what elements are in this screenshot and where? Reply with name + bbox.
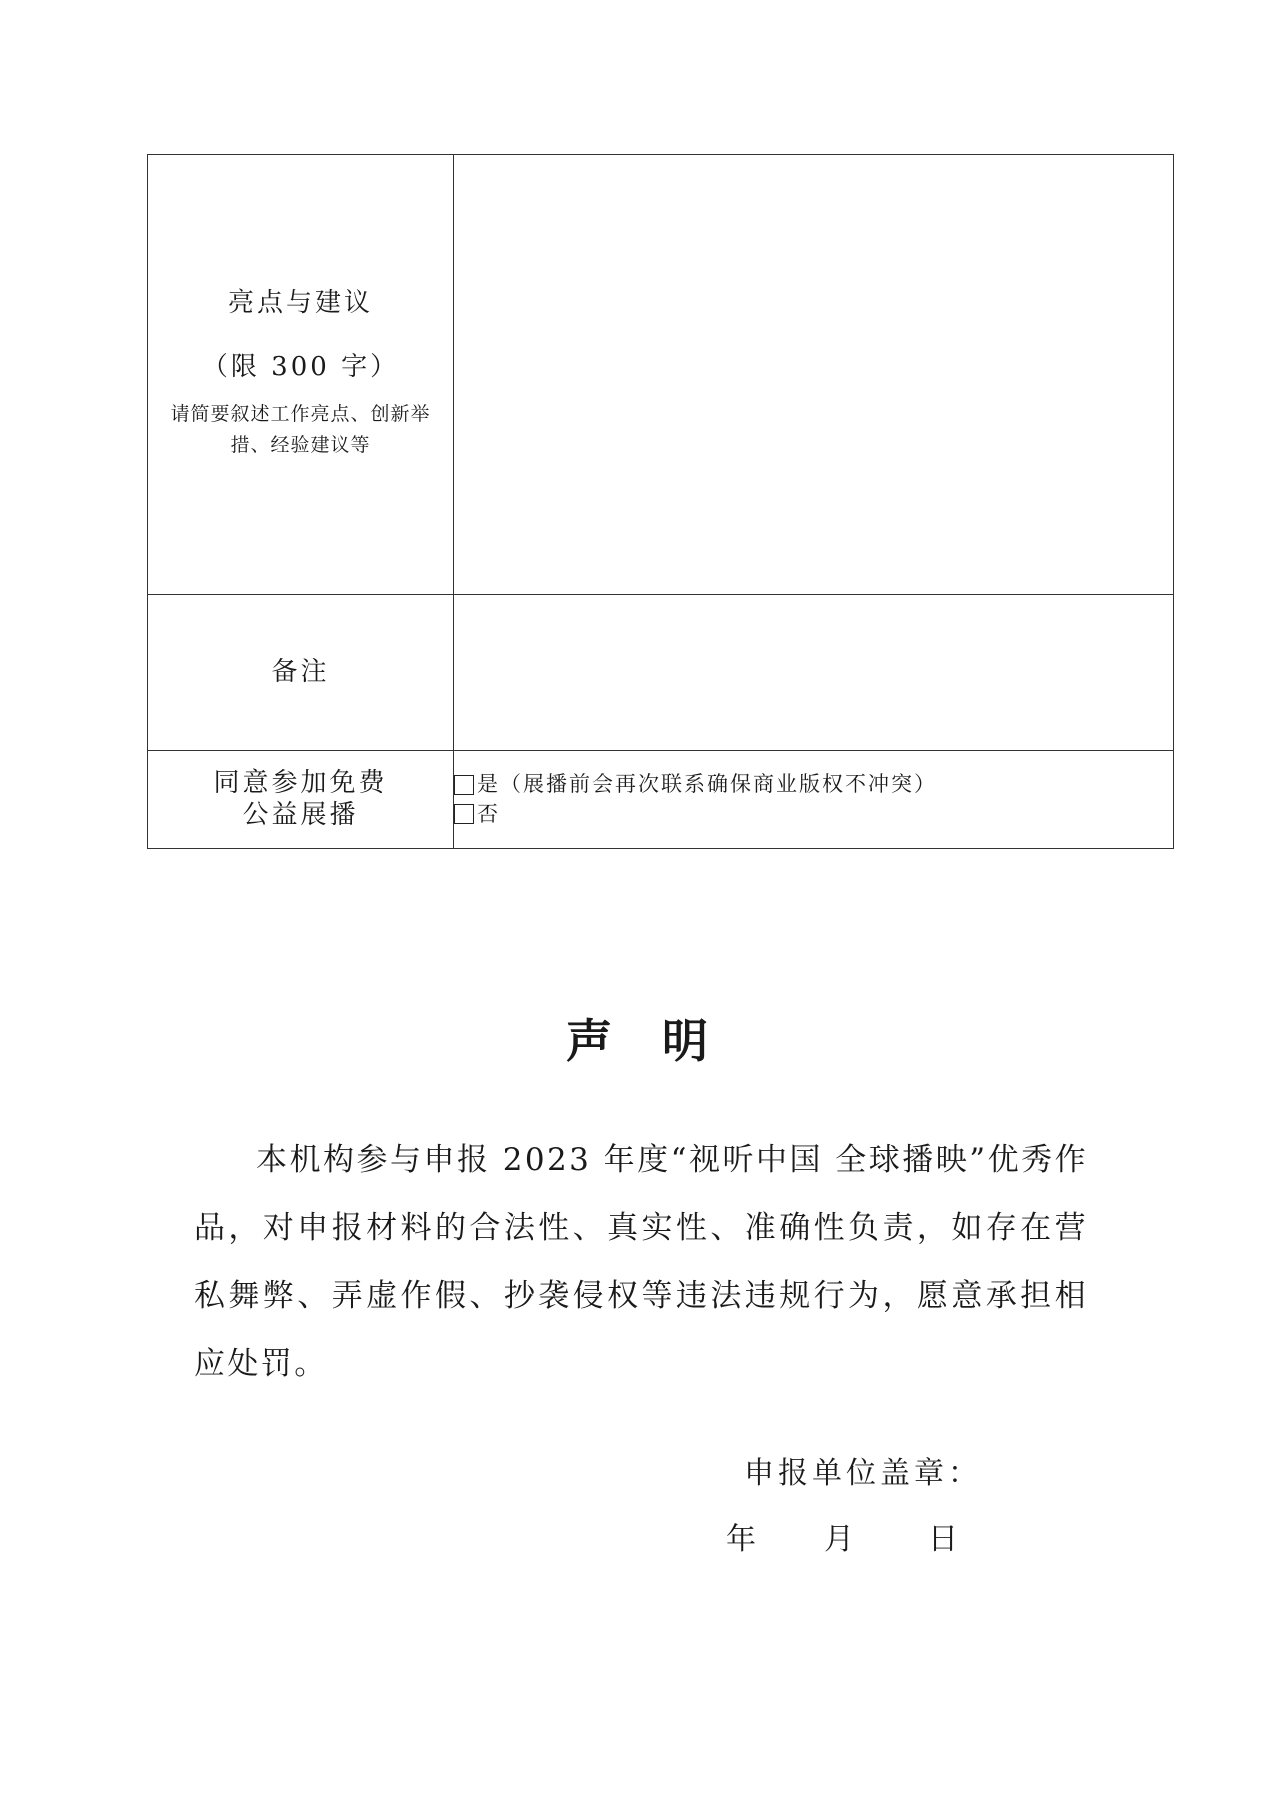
declaration-title-part1: 声 bbox=[566, 1014, 618, 1068]
seal-label: 申报单位盖章： bbox=[744, 1456, 982, 1491]
highlights-label: 亮点与建议 bbox=[227, 288, 373, 319]
agree-broadcast-row bbox=[148, 751, 1174, 849]
highlights-row bbox=[148, 155, 1174, 595]
highlights-label-cell bbox=[148, 155, 454, 595]
date-year: 年 bbox=[726, 1522, 756, 1557]
agree-label-cell bbox=[148, 751, 454, 849]
remarks-content-cell[interactable] bbox=[454, 595, 1174, 751]
highlights-hint: 请简要叙述工作亮点、创新举措、经验建议等 bbox=[170, 402, 431, 457]
date-day: 日 bbox=[928, 1522, 958, 1557]
option-no-label: 否 bbox=[477, 801, 500, 826]
option-yes-label: 是（展播前会再次联系确保商业版权不冲突） bbox=[477, 772, 937, 797]
no-checkbox[interactable] bbox=[454, 804, 474, 824]
agree-label-line2: 公益展播 bbox=[242, 799, 359, 830]
declaration-title-part2: 明 bbox=[662, 1014, 714, 1068]
declaration-body: 本机构参与申报 2023 年度“视听中国 全球播映”优秀作品，对申报材料的合法性、真实性、准确性负责，如存在营私舞弊、弄虚作假、抄袭侵权等违法违规行为，愿意承担相应处罚。 bbox=[194, 1142, 1088, 1382]
option-yes[interactable] bbox=[454, 770, 1173, 799]
agree-options-cell bbox=[454, 751, 1174, 849]
highlights-content-cell[interactable] bbox=[454, 155, 1174, 595]
agree-label-line1: 同意参加免费 bbox=[213, 768, 388, 799]
remarks-label: 备注 bbox=[271, 656, 330, 687]
highlights-word-limit: （限 300 字） bbox=[201, 352, 400, 383]
option-no[interactable] bbox=[454, 800, 1173, 829]
declaration-title bbox=[0, 1005, 1280, 1071]
yes-checkbox[interactable] bbox=[454, 775, 474, 795]
date-month: 月 bbox=[824, 1522, 854, 1557]
remarks-row bbox=[148, 595, 1174, 751]
remarks-label-cell bbox=[148, 595, 454, 751]
application-form-table bbox=[147, 154, 1174, 849]
date-line bbox=[726, 1514, 958, 1558]
